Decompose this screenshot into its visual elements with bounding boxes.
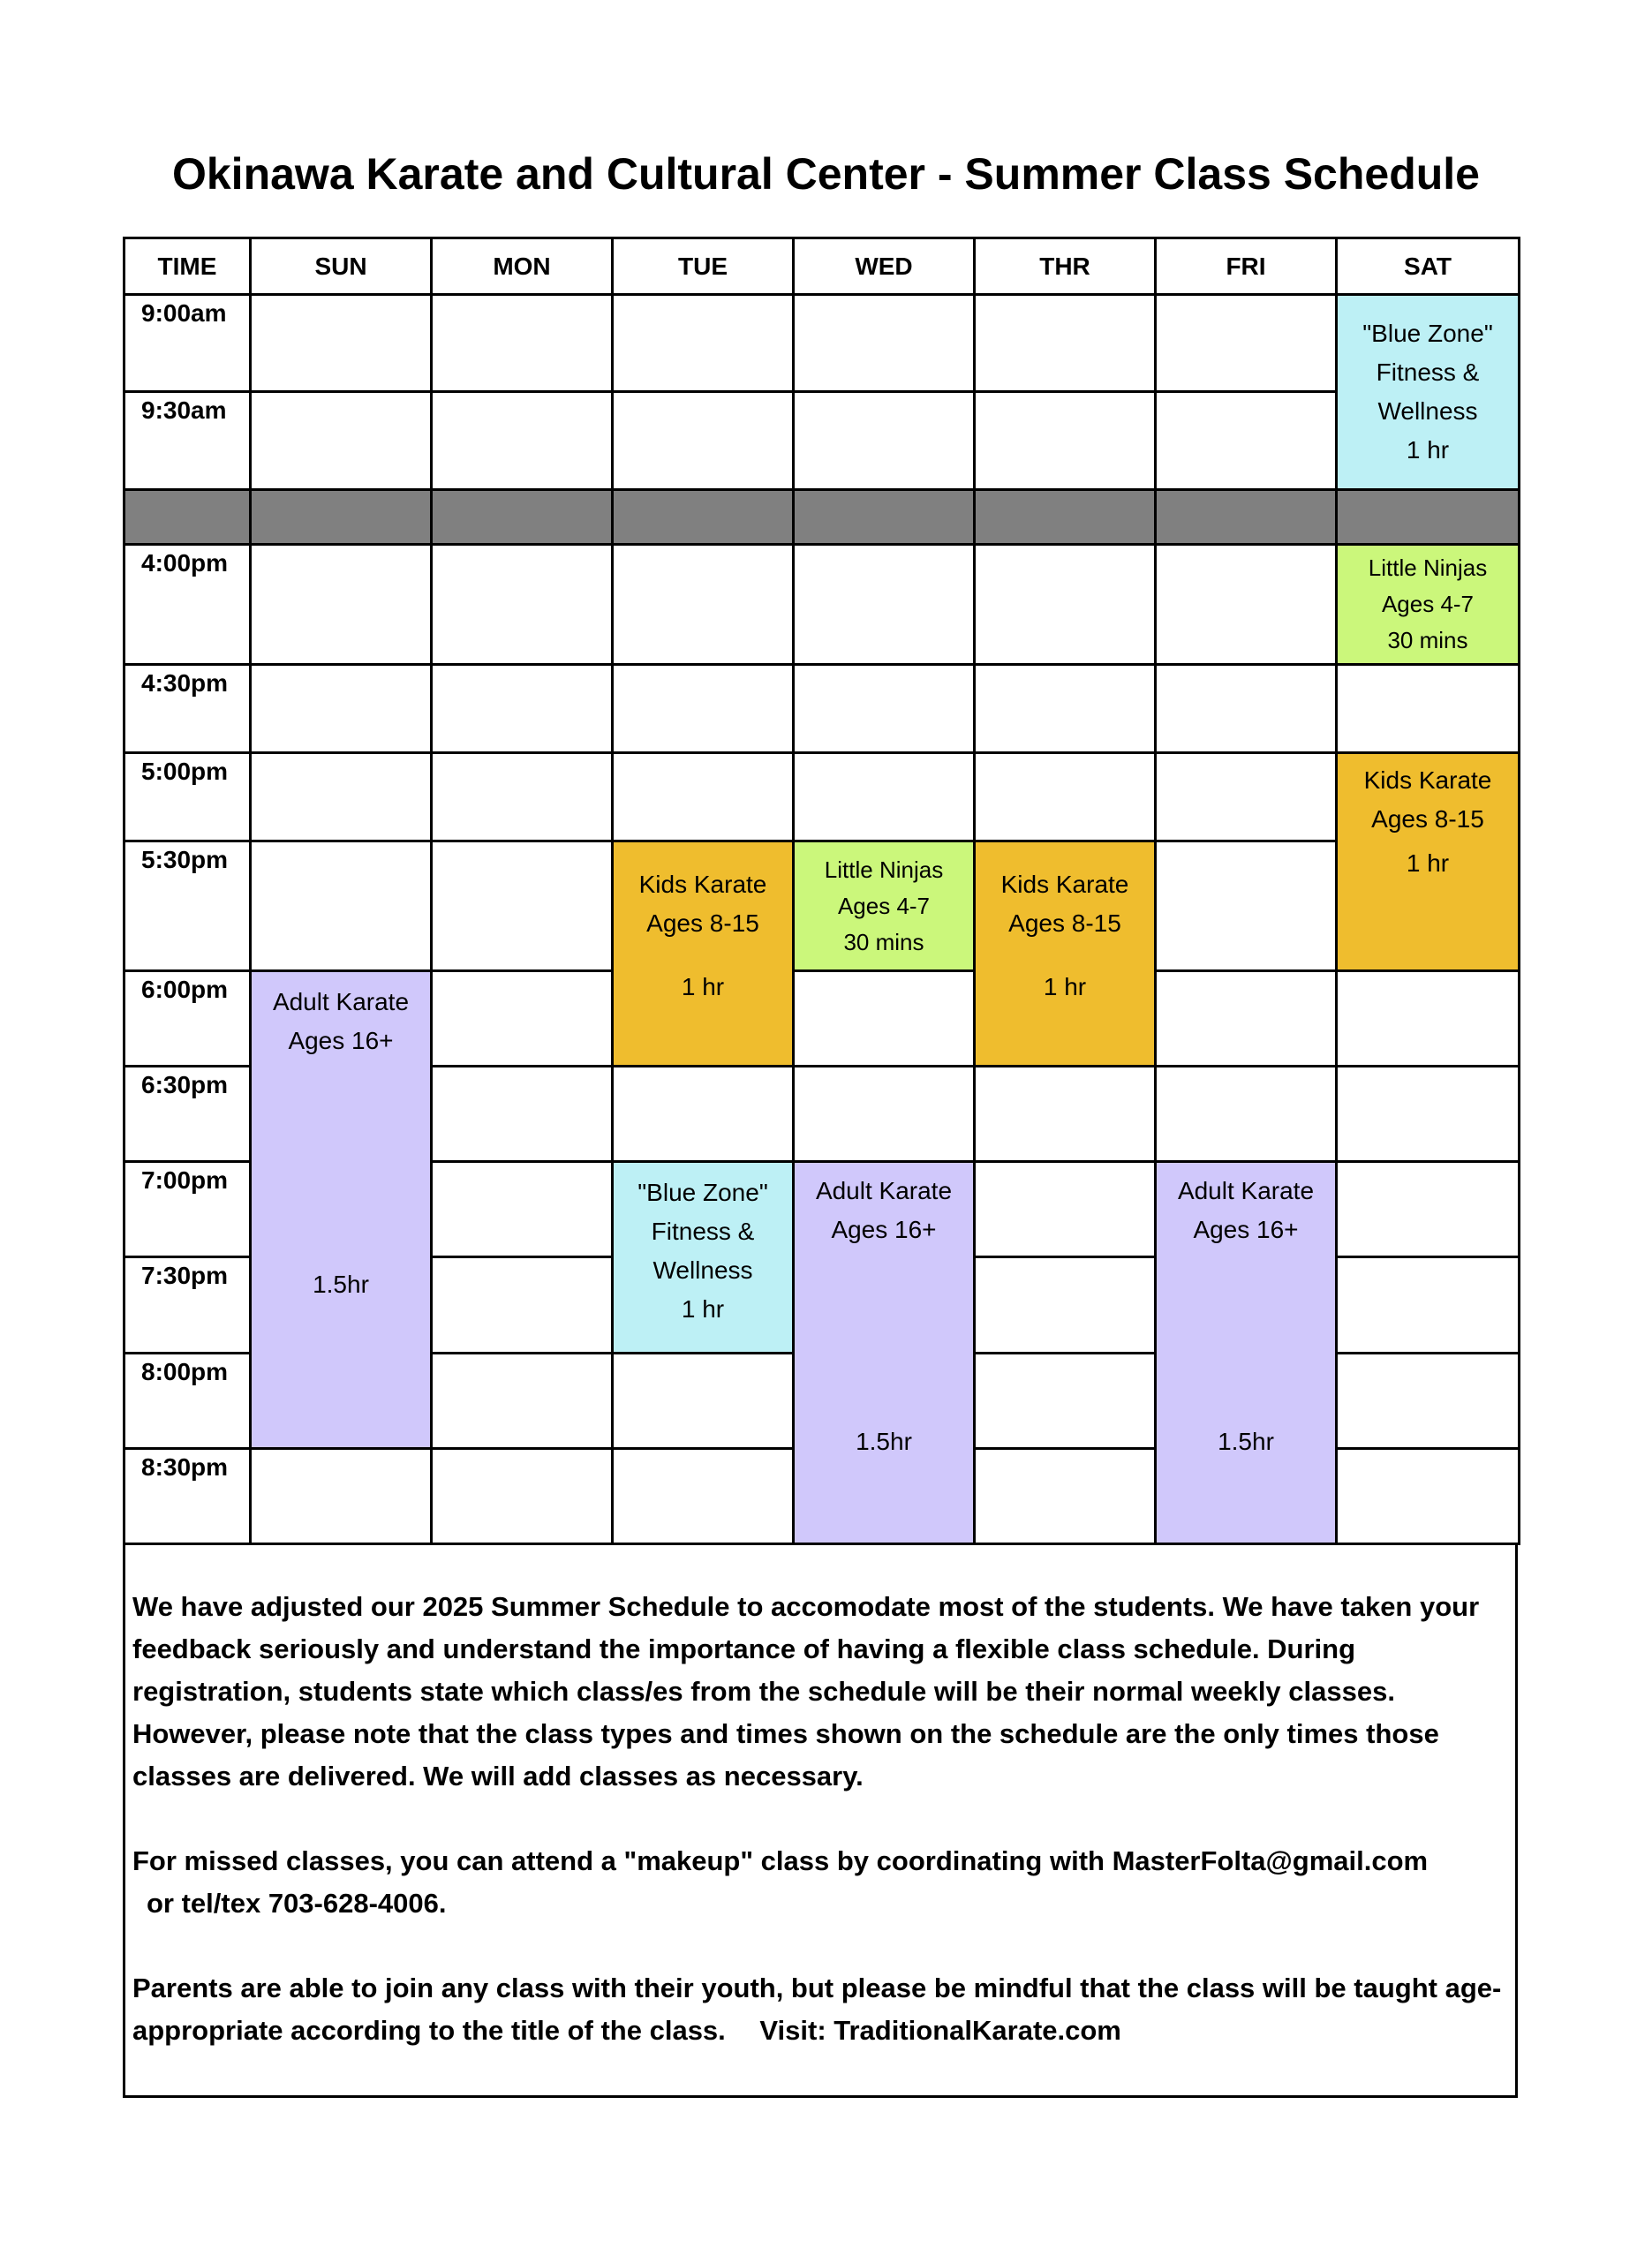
header-sat: SAT — [1337, 238, 1520, 295]
time-label: 9:30am — [124, 392, 251, 489]
table-row — [124, 392, 1520, 489]
header-thr: THR — [975, 238, 1156, 295]
class-sun-adult-karate: Adult Karate Ages 16+ 1.5hr — [251, 970, 432, 1448]
class-sat-little-ninjas: Little Ninjas Ages 4-7 30 mins — [1337, 544, 1520, 664]
time-label: 7:30pm — [124, 1257, 251, 1353]
header-wed: WED — [794, 238, 975, 295]
class-wed-adult-karate: Adult Karate Ages 16+ 1.5hr — [794, 1162, 975, 1544]
header-row — [124, 238, 1520, 295]
header-sun: SUN — [251, 238, 432, 295]
time-label: 9:00am — [124, 295, 251, 392]
header-tue: TUE — [613, 238, 794, 295]
separator-row — [124, 489, 1520, 544]
time-label: 8:30pm — [124, 1448, 251, 1543]
class-wed-little-ninjas: Little Ninjas Ages 4-7 30 mins — [794, 841, 975, 970]
time-label: 5:30pm — [124, 841, 251, 970]
header-fri: FRI — [1156, 238, 1337, 295]
table-row — [124, 753, 1520, 841]
time-label: 8:00pm — [124, 1353, 251, 1448]
page-title: Okinawa Karate and Cultural Center - Summer Class Schedule — [171, 149, 1480, 199]
time-label: 6:00pm — [124, 970, 251, 1066]
website-link[interactable]: Visit: TraditionalKarate.com — [759, 2015, 1121, 2046]
class-sat-kids-karate: Kids Karate Ages 8-15 1 hr — [1337, 753, 1520, 970]
time-label: 4:30pm — [124, 664, 251, 752]
notes-paragraph-schedule: We have adjusted our 2025 Summer Schedule to accomodate most of the students. We have taken your feedback seriously and understand the importance of having a flexible class schedule. During registration, students state which class/es from the schedule will be their normal weekly classes. However, please note that the class types and times shown on the schedule are the only times those classes are delivered. We will add classes as necessary. — [132, 1591, 1480, 1792]
table-row — [124, 841, 1520, 970]
time-label: 5:00pm — [124, 753, 251, 841]
time-label: 6:30pm — [124, 1066, 251, 1161]
table-row — [124, 544, 1520, 664]
time-label: 7:00pm — [124, 1162, 251, 1257]
makeup-text: For missed classes, you can attend a "makeup" class by coordinating with MasterFolta@gmail.com — [132, 1845, 1429, 1876]
class-fri-adult-karate: Adult Karate Ages 16+ 1.5hr — [1156, 1162, 1337, 1544]
notes-box — [123, 1543, 1518, 2098]
parents-text: Parents are able to join any class with their youth, but please be mindful that the class will be taught age-appropriate according to the title of the class. — [132, 1973, 1502, 2046]
class-sat-blue-zone: "Blue Zone" Fitness & Wellness 1 hr — [1337, 295, 1520, 489]
class-tue-kids-karate: Kids Karate Ages 8-15 1 hr — [613, 841, 794, 1067]
schedule-table — [123, 237, 1520, 1545]
time-label: 4:00pm — [124, 544, 251, 664]
notes-paragraph-parents — [132, 1967, 1506, 2052]
class-tue-blue-zone: "Blue Zone" Fitness & Wellness 1 hr — [613, 1162, 794, 1353]
header-time: TIME — [124, 238, 251, 295]
table-row — [124, 970, 1520, 1066]
table-row — [124, 295, 1520, 392]
makeup-contact: or tel/tex 703-628-4006. — [147, 1888, 447, 1919]
class-thr-kids-karate: Kids Karate Ages 8-15 1 hr — [975, 841, 1156, 1067]
notes-paragraph-makeup — [132, 1840, 1506, 1925]
header-mon: MON — [432, 238, 613, 295]
table-row — [124, 664, 1520, 752]
